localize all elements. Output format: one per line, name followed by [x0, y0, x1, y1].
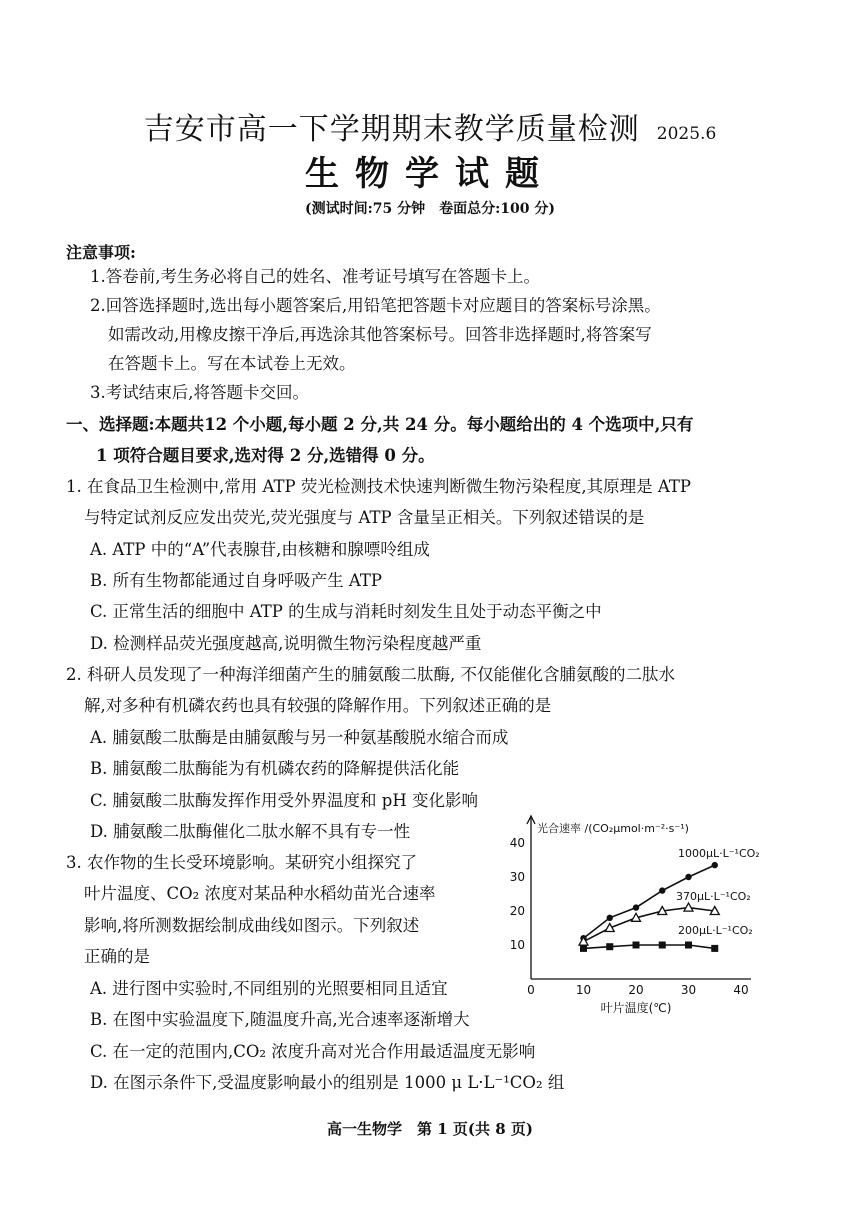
- notice-item: 在答题卡上。写在本试卷上无效。: [108, 354, 356, 373]
- section-heading: 一、选择题:本题共12 个小题,每小题 2 分,共 24 分。每小题给出的 4 个选项中,只有: [66, 415, 694, 434]
- exam-meta: (测试时间:75 分钟 卷面总分:100 分): [304, 201, 556, 217]
- x-tick-label: 10: [575, 983, 592, 997]
- q2-stem-cont: 解,对多种有机磷农药也具有较强的降解作用。下列叙述正确的是: [84, 696, 552, 715]
- x-tick-label: 30: [680, 983, 697, 997]
- q2-option-a: A. 脯氨酸二肽酶是由脯氨酸与另一种氨基酸脱水缩合而成: [90, 728, 509, 747]
- data-point: [580, 945, 587, 952]
- data-point: [633, 942, 640, 949]
- q3-stem: 3. 农作物的生长受环境影响。某研究小组探究了: [66, 853, 417, 872]
- q3-stem-cont: 叶片温度、CO₂ 浓度对某品种水稻幼苗光合速率: [84, 884, 436, 903]
- notice-item: 1.答卷前,考生务必将自己的姓名、准考证号填写在答题卡上。: [90, 267, 540, 286]
- data-point: [685, 942, 692, 949]
- q3-option-c: C. 在一定的范围内,CO₂ 浓度升高对光合作用最适温度无影响: [90, 1042, 536, 1061]
- q2-option-d: D. 脯氨酸二肽酶催化二肽水解不具有专一性: [90, 822, 411, 841]
- data-point: [685, 874, 691, 880]
- notice-item: 3.考试结束后,将答题卡交回。: [90, 383, 309, 402]
- photosynthesis-chart: [500, 812, 800, 1022]
- notice-item: 如需改动,用橡皮擦干净后,再选涂其他答案标号。回答非选择题时,将答案写: [108, 325, 652, 344]
- series-label: 370μL·L⁻¹CO₂: [676, 890, 751, 903]
- x-tick-label: 0: [527, 983, 535, 997]
- q2-option-b: B. 脯氨酸二肽酶能为有机磷农药的降解提供活化能: [90, 759, 460, 778]
- data-point: [659, 887, 665, 893]
- data-point: [712, 862, 718, 868]
- q3-stem-cont: 正确的是: [84, 947, 150, 966]
- title-row: [0, 104, 860, 148]
- q1-stem-cont: 与特定试剂反应发出荧光,荧光强度与 ATP 含量呈正相关。下列叙述错误的是: [84, 508, 645, 527]
- y-tick-label: 10: [509, 938, 525, 952]
- y-tick-label: 40: [509, 836, 525, 850]
- series-label: 200μL·L⁻¹CO₂: [678, 924, 753, 937]
- q2-option-c: C. 脯氨酸二肽酶发挥作用受外界温度和 pH 变化影响: [90, 791, 478, 810]
- subject-title: 生物学试题: [305, 154, 555, 194]
- q1-option-a: A. ATP 中的“A”代表腺苷,由核糖和腺嘌呤组成: [90, 540, 430, 559]
- y-tick-label: 20: [509, 904, 525, 918]
- series-line: [584, 945, 715, 948]
- data-point: [684, 903, 693, 911]
- series-label: 1000μL·L⁻¹CO₂: [678, 847, 760, 860]
- data-point: [606, 943, 613, 950]
- exam-date: 2025.6: [656, 124, 717, 144]
- exam-title: 吉安市高一下学期期末教学质量检测: [143, 112, 640, 147]
- y-axis-label: 光合速率 /(CO₂μmol·m⁻²·s⁻¹): [537, 822, 689, 835]
- data-point: [633, 904, 639, 910]
- data-point: [607, 915, 613, 921]
- q1-option-c: C. 正常生活的细胞中 ATP 的生成与消耗时刻发生且处于动态平衡之中: [90, 602, 602, 621]
- notice-title: 注意事项:: [66, 243, 136, 262]
- q3-option-b: B. 在图中实验温度下,随温度升高,光合速率逐渐增大: [90, 1010, 470, 1029]
- q1-stem: 1. 在食品卫生检测中,常用 ATP 荧光检测技术快速判断微生物污染程度,其原理是 ATP: [66, 477, 691, 496]
- notice-item: 2.回答选择题时,选出每小题答案后,用铅笔把答题卡对应题目的答案标号涂黑。: [90, 296, 661, 315]
- x-tick-label: 40: [733, 983, 749, 997]
- q2-stem: 2. 科研人员发现了一种海洋细菌产生的脯氨酸二肽酶, 不仅能催化含脯氨酸的二肽水: [66, 665, 675, 684]
- section-heading-cont: 1 项符合题目要求,选对得 2 分,选错得 0 分。: [96, 446, 435, 465]
- q1-option-d: D. 检测样品荧光强度越高,说明微生物污染程度越严重: [90, 634, 482, 653]
- q1-option-b: B. 所有生物都能通过自身呼吸产生 ATP: [90, 571, 382, 590]
- q3-stem-cont: 影响,将所测数据绘制成曲线如图示。下列叙述: [84, 916, 420, 935]
- x-axis-label: 叶片温度(℃): [600, 1001, 672, 1015]
- y-tick-label: 30: [509, 870, 525, 884]
- page-footer: 高一生物学 第 1 页(共 8 页): [327, 1120, 533, 1138]
- x-tick-label: 20: [628, 983, 644, 997]
- data-point: [659, 942, 666, 949]
- q3-option-d: D. 在图示条件下,受温度影响最小的组别是 1000 μ L·L⁻¹CO₂ 组: [90, 1073, 565, 1092]
- q3-option-a: A. 进行图中实验时,不同组别的光照要相同且适宜: [90, 979, 448, 998]
- data-point: [711, 945, 718, 952]
